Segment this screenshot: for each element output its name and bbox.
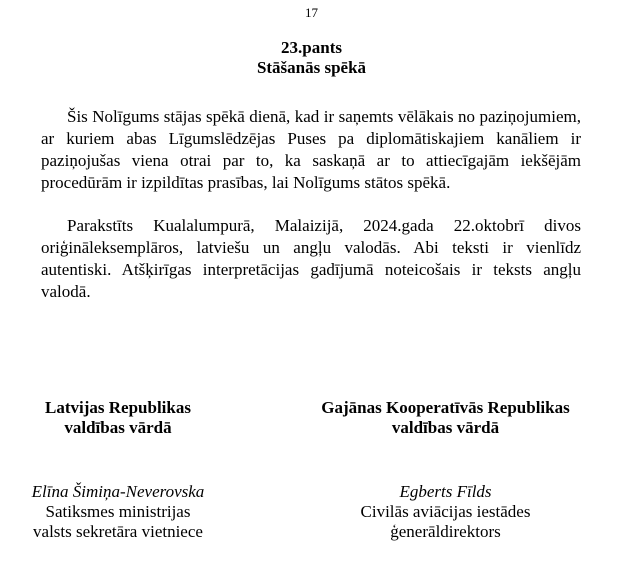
signature-right-government-line2: valdības vārdā bbox=[391, 418, 500, 437]
article-heading bbox=[0, 38, 623, 78]
signature-right-signatory bbox=[268, 482, 623, 542]
paragraph-signing-details: Parakstīts Kualalumpurā, Malaizijā, 2024.gada 22.oktobrī divos oriģināleksemplāros, latviešu un angļu valodās. Abi teksti ir vienlīdz autentiski. Atšķirīgas interpretācijas gadījumā noteicošais ir teksts angļu valodā. bbox=[41, 216, 581, 301]
article-number: 23.pants bbox=[281, 38, 342, 57]
signature-left-position-line1: Satiksmes ministrijas bbox=[45, 502, 191, 521]
article-title: Stāšanās spēkā bbox=[256, 58, 367, 77]
signature-left-position-line2: valsts sekretāra vietniece bbox=[33, 522, 203, 541]
signature-left-government-line2: valdības vārdā bbox=[64, 418, 172, 437]
signature-left-signatory bbox=[0, 482, 236, 542]
signature-left-name: Elīna Šimiņa-Neverovska bbox=[31, 482, 205, 501]
signature-left-government-line1: Latvijas Republikas bbox=[45, 398, 191, 417]
page-number: 17 bbox=[305, 5, 318, 20]
signature-left-government bbox=[0, 398, 236, 438]
signature-right-position-line2: ģenerāldirektors bbox=[390, 522, 501, 541]
signature-right-government-line1: Gajānas Kooperatīvās Republikas bbox=[321, 398, 570, 417]
paragraph-entry-into-force: Šis Nolīgums stājas spēkā dienā, kad ir saņemts vēlākais no paziņojumiem, ar kuriem abas Līgumslēdzējas Puses pa diplomātiskajiem kanāliem ir paziņojušas viena otrai par to, ka saskaņā ar to attiecīgajām iekšējām procedūrām ir izpildītas prasības, lai Nolīgums stātos spēkā. bbox=[41, 107, 581, 192]
signature-right-government bbox=[268, 398, 623, 438]
signature-right-position-line1: Civilās aviācijas iestādes bbox=[360, 502, 531, 521]
signature-right-name: Egberts Fīlds bbox=[399, 482, 492, 501]
